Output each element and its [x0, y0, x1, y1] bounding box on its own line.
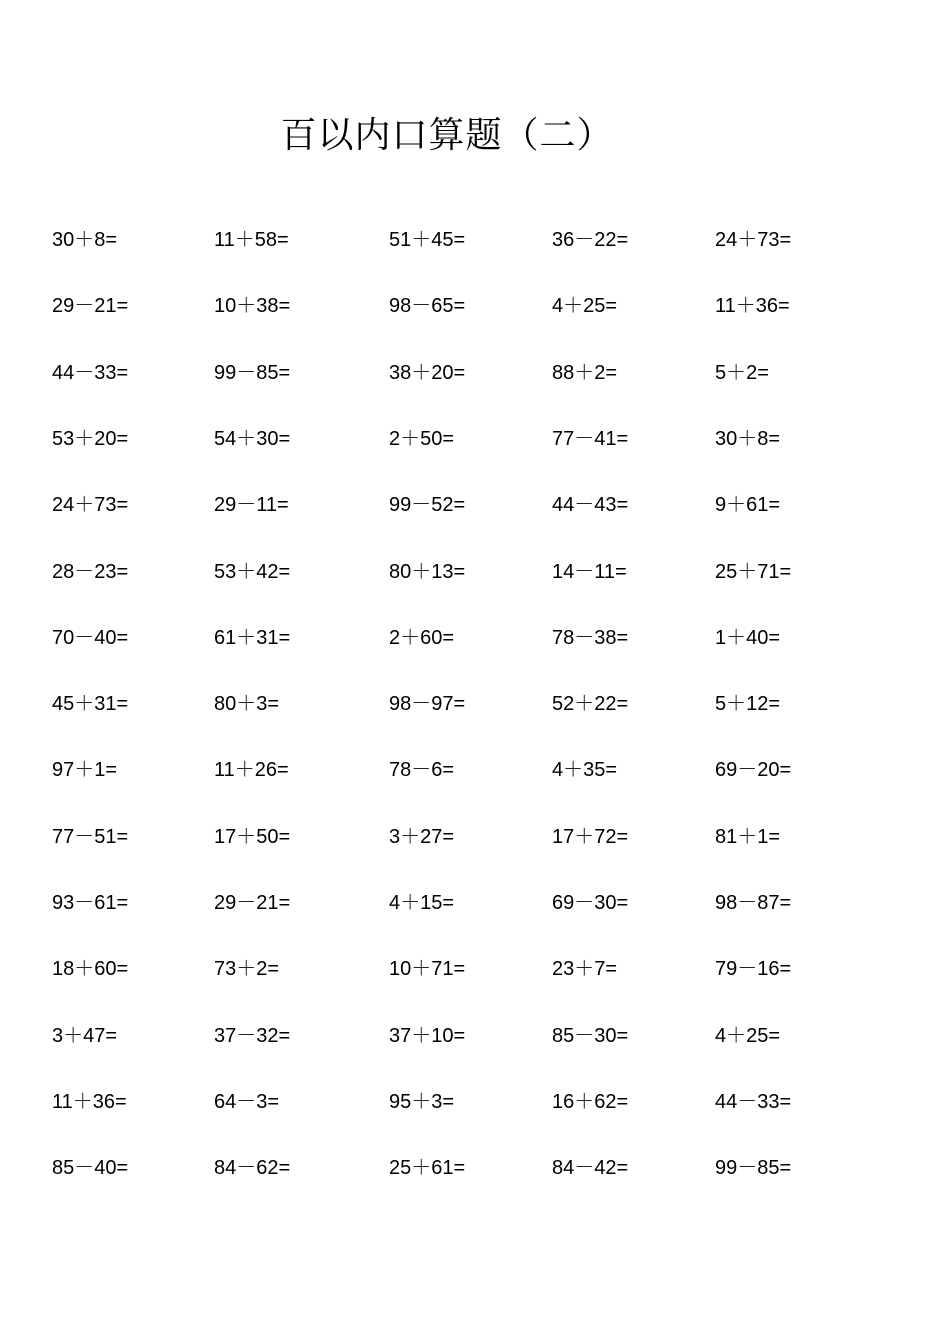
- arithmetic-problem: 53＋20=: [52, 428, 129, 450]
- arithmetic-problem: 99－85=: [214, 362, 291, 384]
- arithmetic-problem: 37＋10=: [389, 1025, 466, 1047]
- arithmetic-problem: 10＋38=: [214, 295, 291, 317]
- arithmetic-problem: 61＋31=: [214, 627, 291, 649]
- arithmetic-problem: 23＋7=: [552, 958, 618, 980]
- arithmetic-problem: 97＋1=: [52, 759, 118, 781]
- arithmetic-problem: 44－33=: [52, 362, 129, 384]
- arithmetic-problem: 64－3=: [214, 1091, 280, 1113]
- arithmetic-problem: 77－51=: [52, 826, 129, 848]
- arithmetic-problem: 16＋62=: [552, 1091, 629, 1113]
- arithmetic-problem: 4＋25=: [715, 1025, 781, 1047]
- arithmetic-problem: 73＋2=: [214, 958, 280, 980]
- arithmetic-problem: 5＋12=: [715, 693, 781, 715]
- arithmetic-problem: 81＋1=: [715, 826, 781, 848]
- arithmetic-problem: 9＋61=: [715, 494, 781, 516]
- arithmetic-problem: 98－97=: [389, 693, 466, 715]
- arithmetic-problem: 54＋30=: [214, 428, 291, 450]
- arithmetic-problem: 24＋73=: [715, 229, 792, 251]
- arithmetic-problem: 18＋60=: [52, 958, 129, 980]
- arithmetic-problem: 29－11=: [214, 494, 289, 516]
- arithmetic-problem: 2＋50=: [389, 428, 455, 450]
- arithmetic-problem: 84－42=: [552, 1157, 629, 1179]
- arithmetic-problem: 78－38=: [552, 627, 629, 649]
- arithmetic-problem: 84－62=: [214, 1157, 291, 1179]
- arithmetic-problem: 85－30=: [552, 1025, 629, 1047]
- arithmetic-problem: 79－16=: [715, 958, 792, 980]
- arithmetic-problem: 17＋50=: [214, 826, 291, 848]
- arithmetic-problem: 2＋60=: [389, 627, 455, 649]
- arithmetic-problem: 4＋35=: [552, 759, 618, 781]
- arithmetic-problem: 3＋47=: [52, 1025, 118, 1047]
- arithmetic-problem: 14－11=: [552, 561, 627, 583]
- arithmetic-problem: 93－61=: [52, 892, 129, 914]
- arithmetic-problem: 52＋22=: [552, 693, 629, 715]
- arithmetic-problem: 17＋72=: [552, 826, 629, 848]
- arithmetic-problem: 78－6=: [389, 759, 455, 781]
- arithmetic-problem: 28－23=: [52, 561, 129, 583]
- arithmetic-problem: 30＋8=: [52, 229, 118, 251]
- arithmetic-problem: 99－52=: [389, 494, 466, 516]
- arithmetic-problem: 24＋73=: [52, 494, 129, 516]
- arithmetic-problem: 95＋3=: [389, 1091, 455, 1113]
- arithmetic-problem: 44－43=: [552, 494, 629, 516]
- arithmetic-problem: 11＋36=: [715, 295, 790, 317]
- arithmetic-problem: 51＋45=: [389, 229, 466, 251]
- arithmetic-problem: 5＋2=: [715, 362, 769, 384]
- arithmetic-problem: 85－40=: [52, 1157, 129, 1179]
- arithmetic-problem: 69－30=: [552, 892, 629, 914]
- arithmetic-problem: 37－32=: [214, 1025, 291, 1047]
- arithmetic-problem: 80＋3=: [214, 693, 280, 715]
- arithmetic-problem: 29－21=: [52, 295, 129, 317]
- arithmetic-problem: 69－20=: [715, 759, 792, 781]
- arithmetic-problem: 99－85=: [715, 1157, 792, 1179]
- arithmetic-problem: 53＋42=: [214, 561, 291, 583]
- arithmetic-problem: 44－33=: [715, 1091, 792, 1113]
- arithmetic-problem: 25＋71=: [715, 561, 792, 583]
- arithmetic-problem: 4＋15=: [389, 892, 455, 914]
- arithmetic-problem: 25＋61=: [389, 1157, 466, 1179]
- arithmetic-problem: 80＋13=: [389, 561, 466, 583]
- arithmetic-problem: 38＋20=: [389, 362, 466, 384]
- arithmetic-problem: 36－22=: [552, 229, 629, 251]
- arithmetic-problem: 70－40=: [52, 627, 129, 649]
- arithmetic-problem: 30＋8=: [715, 428, 781, 450]
- arithmetic-problem: 3＋27=: [389, 826, 455, 848]
- arithmetic-problem: 98－87=: [715, 892, 792, 914]
- arithmetic-problem: 29－21=: [214, 892, 291, 914]
- arithmetic-problem: 4＋25=: [552, 295, 618, 317]
- arithmetic-problem: 11＋58=: [214, 229, 289, 251]
- arithmetic-problem: 10＋71=: [389, 958, 466, 980]
- page-title: 百以内口算题（二）: [280, 115, 614, 156]
- arithmetic-problem: 98－65=: [389, 295, 466, 317]
- arithmetic-problem: 11＋36=: [52, 1091, 127, 1113]
- arithmetic-problem: 11＋26=: [214, 759, 289, 781]
- arithmetic-problem: 77－41=: [552, 428, 629, 450]
- arithmetic-problem: 88＋2=: [552, 362, 618, 384]
- arithmetic-problem: 1＋40=: [715, 627, 781, 649]
- arithmetic-problem: 45＋31=: [52, 693, 129, 715]
